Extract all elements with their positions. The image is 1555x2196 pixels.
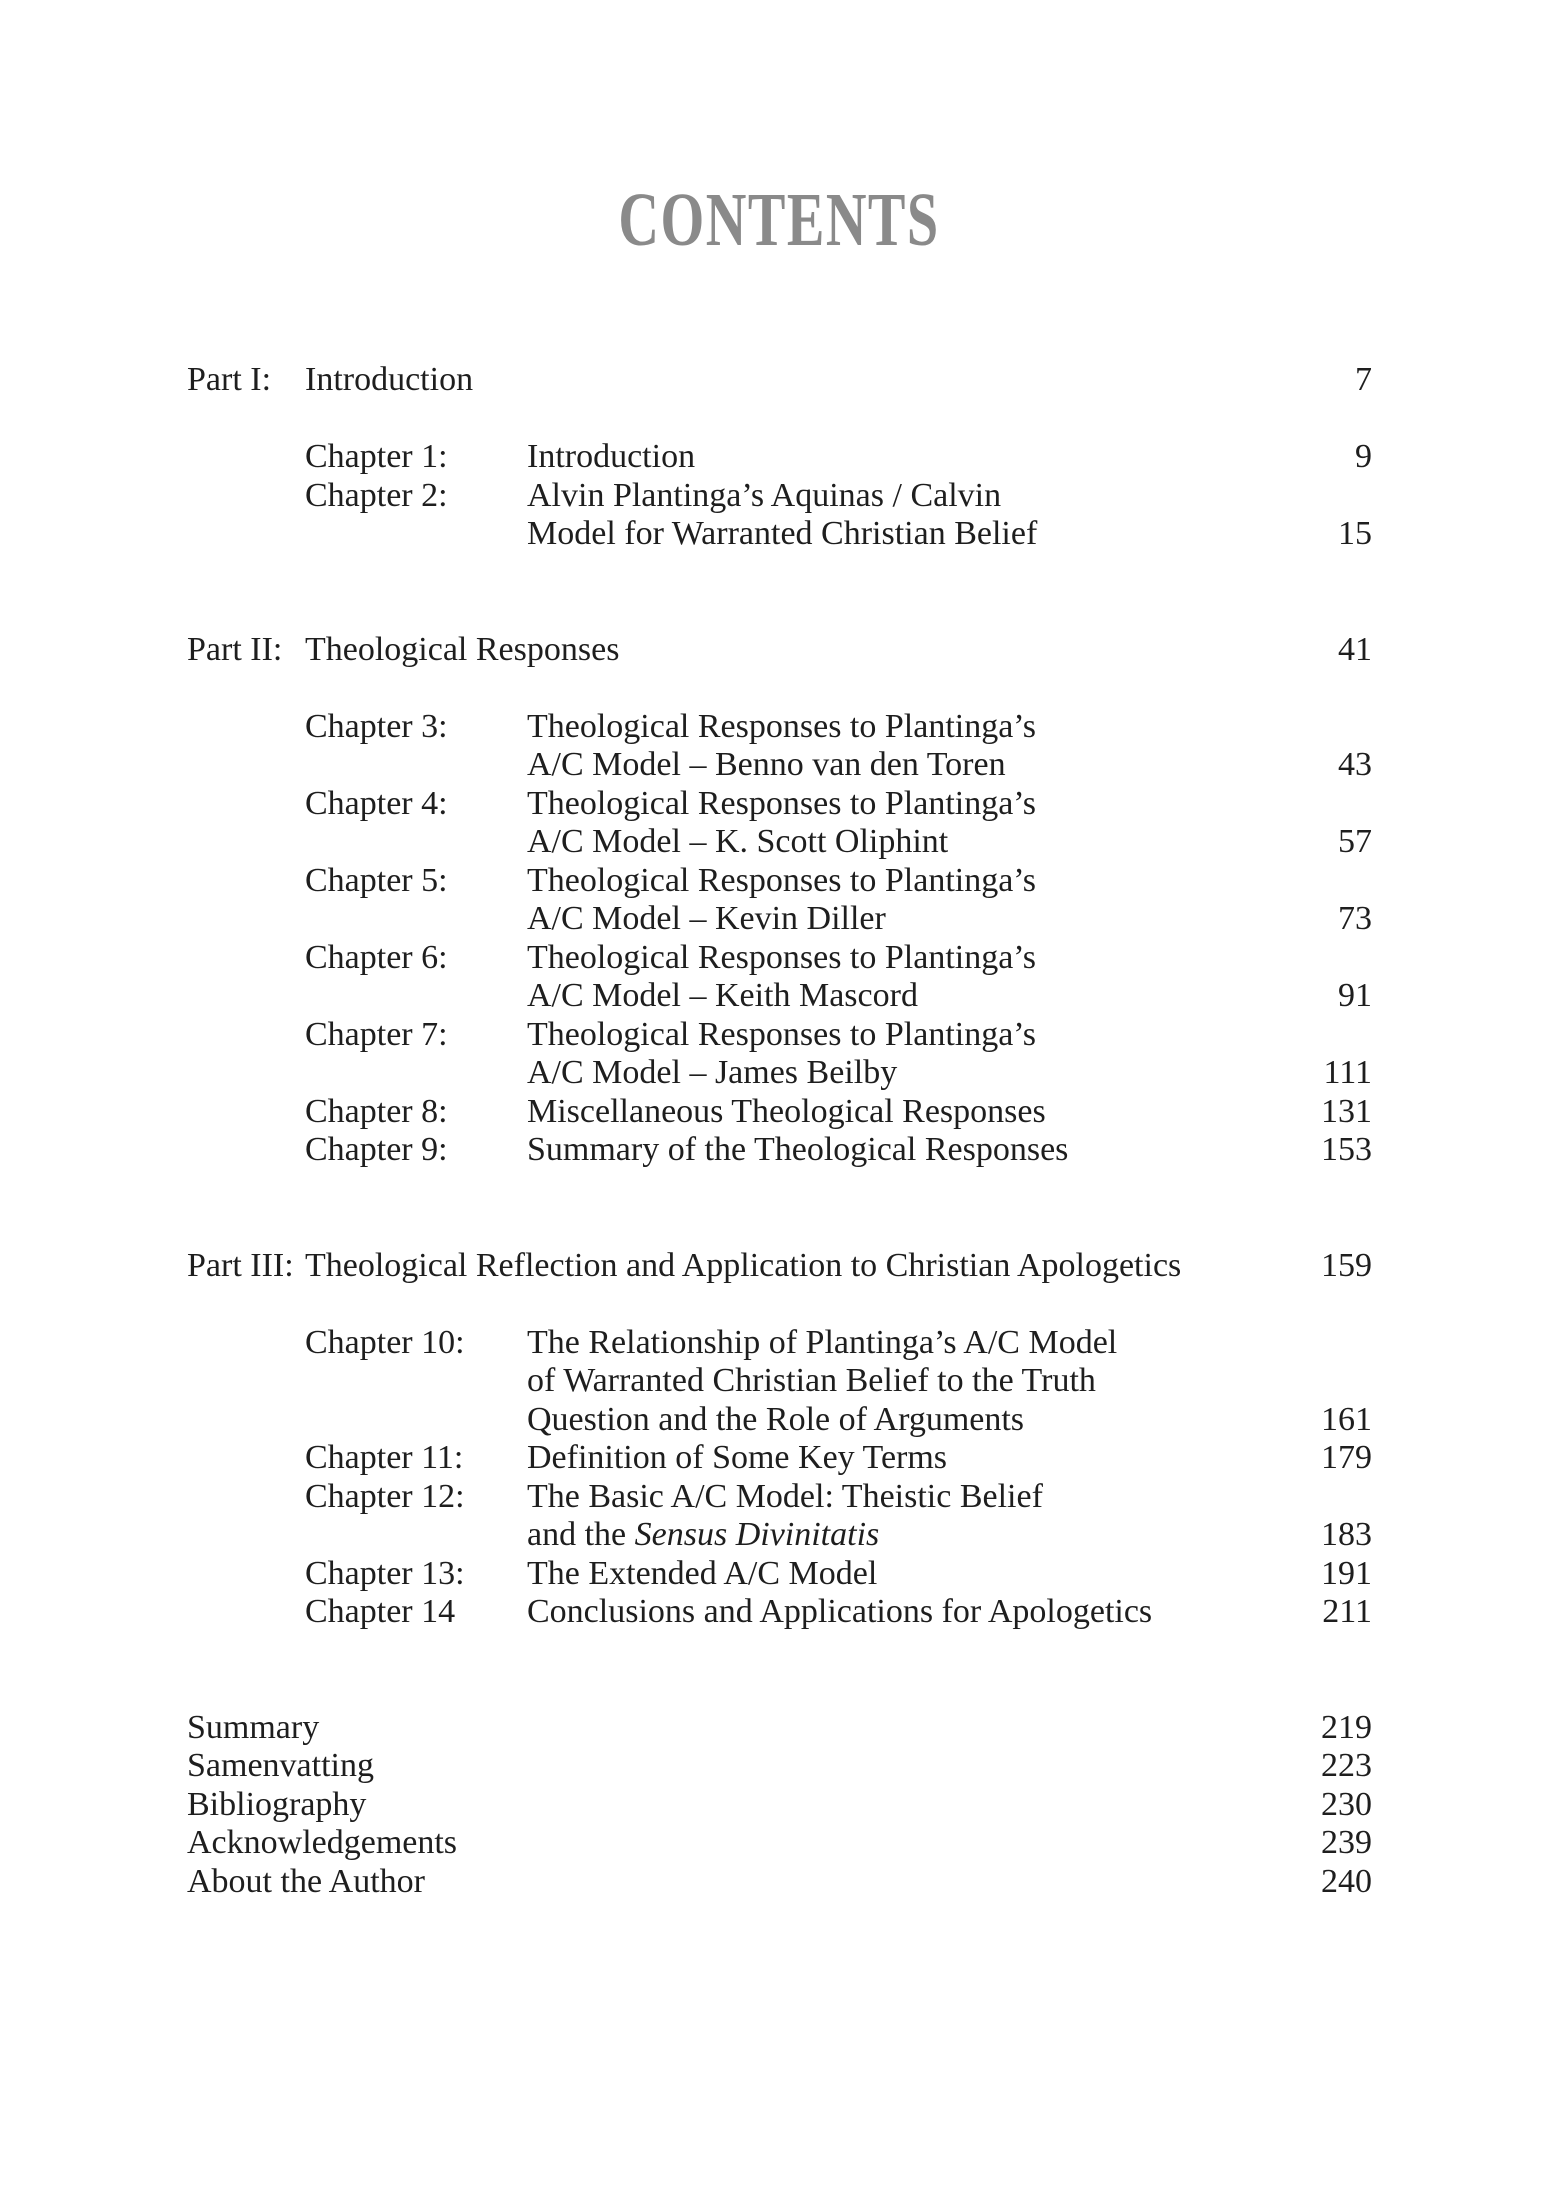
chapter-page-number: 57: [1338, 823, 1372, 860]
chapter-list: [187, 708, 1372, 1170]
chapter-title-line: [527, 1516, 1282, 1555]
chapter-title-line: [527, 939, 1282, 978]
chapter-label: Chapter 8:: [305, 1092, 448, 1130]
back-matter: [187, 1709, 1372, 1902]
chapter-title-line: [527, 1478, 1282, 1517]
chapter-title: [527, 477, 1282, 554]
chapter-label: Chapter 7:: [305, 1015, 448, 1053]
chapter-title-segment: Theological Responses to Plantinga’s: [527, 1015, 1036, 1053]
part-title: Theological Reflection and Application to Christian Apologetics: [305, 1246, 1182, 1284]
chapter-label: Chapter 5:: [305, 861, 448, 899]
chapter-row: [187, 1478, 1372, 1555]
chapter-page-number: 9: [1355, 438, 1372, 475]
chapter-page-number: 183: [1321, 1516, 1372, 1553]
chapter-title-segment: Theological Responses to Plantinga’s: [527, 707, 1036, 745]
chapter-row: [187, 1093, 1372, 1132]
back-matter-page-number: 219: [1321, 1708, 1372, 1746]
chapter-row: [187, 939, 1372, 1016]
chapter-page-number: 131: [1321, 1092, 1372, 1130]
chapter-title-line: [527, 785, 1282, 824]
chapter-label: Chapter 6:: [305, 938, 448, 976]
chapter-row: [187, 862, 1372, 939]
chapter-title-segment: Summary of the Theological Responses: [527, 1131, 1069, 1168]
part-title: Theological Responses: [305, 630, 620, 668]
chapter-title: [527, 939, 1282, 1016]
chapter-title-segment: Miscellaneous Theological Responses: [527, 1092, 1046, 1130]
chapter-title-segment: Conclusions and Applications for Apologetics: [527, 1593, 1153, 1630]
chapter-title-segment: The Extended A/C Model: [527, 1554, 878, 1592]
part-label: Part I:: [187, 361, 272, 398]
chapter-title-segment: A/C Model – Benno van den Toren: [527, 746, 1006, 783]
chapter-title-line: [527, 1439, 1282, 1478]
chapter-title-line: [527, 438, 1282, 477]
chapter-label: Chapter 3:: [305, 707, 448, 745]
chapter-row: [187, 785, 1372, 862]
chapter-title-line: [527, 1555, 1282, 1594]
chapter-label: Chapter 11:: [305, 1439, 464, 1476]
chapter-title-line: [527, 900, 1282, 939]
back-matter-page-number: 239: [1321, 1824, 1372, 1861]
chapter-title-segment: and the: [527, 1516, 635, 1553]
back-matter-row: [187, 1786, 1372, 1825]
chapter-row: [187, 1016, 1372, 1093]
chapter-title-italic-segment: Sensus Divinitatis: [634, 1516, 880, 1553]
chapter-title-segment: A/C Model – James Beilby: [527, 1054, 898, 1091]
chapter-row: [187, 1324, 1372, 1440]
chapter-title-segment: A/C Model – Kevin Diller: [527, 900, 886, 937]
part-row: [187, 1247, 1372, 1286]
chapter-title: [527, 708, 1282, 785]
chapter-page-number: 211: [1322, 1593, 1372, 1630]
chapter-row: [187, 708, 1372, 785]
chapter-label: Chapter 9:: [305, 1131, 448, 1168]
chapter-row: [187, 438, 1372, 477]
part-label: Part III:: [187, 1246, 294, 1284]
chapter-title-segment: The Basic A/C Model: Theistic Belief: [527, 1477, 1043, 1515]
chapter-title-line: [527, 1093, 1282, 1132]
part-title: Introduction: [305, 361, 474, 398]
chapter-page-number: 91: [1338, 977, 1372, 1014]
chapter-label: Chapter 14: [305, 1593, 456, 1630]
chapter-row: [187, 477, 1372, 554]
chapter-title-line: [527, 823, 1282, 862]
chapter-title-segment: Definition of Some Key Terms: [527, 1439, 948, 1476]
chapter-title-line: [527, 515, 1282, 554]
back-matter-row: [187, 1709, 1372, 1748]
chapter-page-number: 153: [1321, 1131, 1372, 1168]
chapter-page-number: 43: [1338, 746, 1372, 783]
chapter-title: [527, 1093, 1282, 1132]
back-matter-label: Samenvatting: [187, 1747, 374, 1784]
back-matter-label: Acknowledgements: [187, 1824, 458, 1861]
chapter-label: Chapter 2:: [305, 476, 448, 514]
back-matter-page-number: 230: [1321, 1785, 1372, 1823]
chapter-row: [187, 1439, 1372, 1478]
toc: [187, 361, 1372, 1632]
back-matter-label: Summary: [187, 1708, 320, 1746]
chapter-title-segment: Alvin Plantinga’s Aquinas / Calvin: [527, 476, 1002, 514]
chapter-title-segment: A/C Model – K. Scott Oliphint: [527, 823, 949, 860]
page-title: CONTENTS: [618, 178, 941, 262]
chapter-page-number: 73: [1338, 900, 1372, 937]
chapter-title-line: [527, 1324, 1282, 1363]
chapter-title-segment: of Warranted Christian Belief to the Truth: [527, 1362, 1096, 1399]
chapter-title: [527, 1016, 1282, 1093]
chapter-label: Chapter 10:: [305, 1323, 465, 1361]
chapter-title-segment: Theological Responses to Plantinga’s: [527, 938, 1036, 976]
chapter-title: [527, 862, 1282, 939]
chapter-page-number: 161: [1321, 1400, 1372, 1438]
chapter-label: Chapter 13:: [305, 1554, 465, 1592]
chapter-page-number: 111: [1323, 1054, 1372, 1091]
chapter-row: [187, 1555, 1372, 1594]
chapter-row: [187, 1131, 1372, 1170]
chapter-page-number: 15: [1338, 515, 1372, 552]
chapter-title: [527, 1593, 1282, 1632]
part-label: Part II:: [187, 630, 283, 668]
back-matter-page-number: 223: [1321, 1747, 1372, 1784]
chapter-list: [187, 1324, 1372, 1632]
chapter-title-segment: The Relationship of Plantinga’s A/C Model: [527, 1323, 1118, 1361]
chapter-title-line: [527, 1131, 1282, 1170]
part-page-number: 41: [1338, 630, 1372, 668]
part-row: [187, 631, 1372, 670]
chapter-title: [527, 1324, 1282, 1440]
chapter-title-segment: Question and the Role of Arguments: [527, 1400, 1025, 1438]
chapter-title-segment: Theological Responses to Plantinga’s: [527, 784, 1036, 822]
chapter-title-segment: A/C Model – Keith Mascord: [527, 977, 918, 1014]
chapter-label: Chapter 4:: [305, 784, 448, 822]
toc-part-section: [187, 361, 1372, 554]
chapter-title: [527, 1555, 1282, 1594]
chapter-title-line: [527, 1016, 1282, 1055]
toc-part-section: [187, 1247, 1372, 1632]
chapter-row: [187, 1593, 1372, 1632]
chapter-title-line: [527, 1593, 1282, 1632]
chapter-title-segment: Theological Responses to Plantinga’s: [527, 861, 1036, 899]
part-row: [187, 361, 1372, 400]
chapter-title: [527, 1439, 1282, 1478]
chapter-label: Chapter 12:: [305, 1477, 465, 1515]
part-page-number: 7: [1355, 361, 1372, 398]
back-matter-label: Bibliography: [187, 1785, 367, 1823]
chapter-title-line: [527, 1054, 1282, 1093]
chapter-title-line: [527, 746, 1282, 785]
chapter-title-line: [527, 977, 1282, 1016]
chapter-list: [187, 438, 1372, 554]
chapter-title: [527, 785, 1282, 862]
chapter-label: Chapter 1:: [305, 438, 448, 475]
chapter-title: [527, 438, 1282, 477]
chapter-page-number: 191: [1321, 1554, 1372, 1592]
back-matter-label: About the Author: [187, 1862, 425, 1900]
back-matter-row: [187, 1824, 1372, 1863]
back-matter-row: [187, 1863, 1372, 1902]
chapter-page-number: 179: [1321, 1439, 1372, 1476]
chapter-title-line: [527, 477, 1282, 516]
title-block: [187, 0, 1372, 262]
chapter-title: [527, 1478, 1282, 1555]
chapter-title-line: [527, 862, 1282, 901]
toc-part-section: [187, 631, 1372, 1170]
chapter-title: [527, 1131, 1282, 1170]
chapter-title-line: [527, 1401, 1282, 1440]
chapter-title-line: [527, 708, 1282, 747]
back-matter-row: [187, 1747, 1372, 1786]
back-matter-page-number: 240: [1321, 1862, 1372, 1900]
chapter-title-segment: Model for Warranted Christian Belief: [527, 515, 1038, 552]
chapter-title-line: [527, 1362, 1282, 1401]
part-page-number: 159: [1321, 1246, 1372, 1284]
chapter-title-segment: Introduction: [527, 438, 696, 475]
